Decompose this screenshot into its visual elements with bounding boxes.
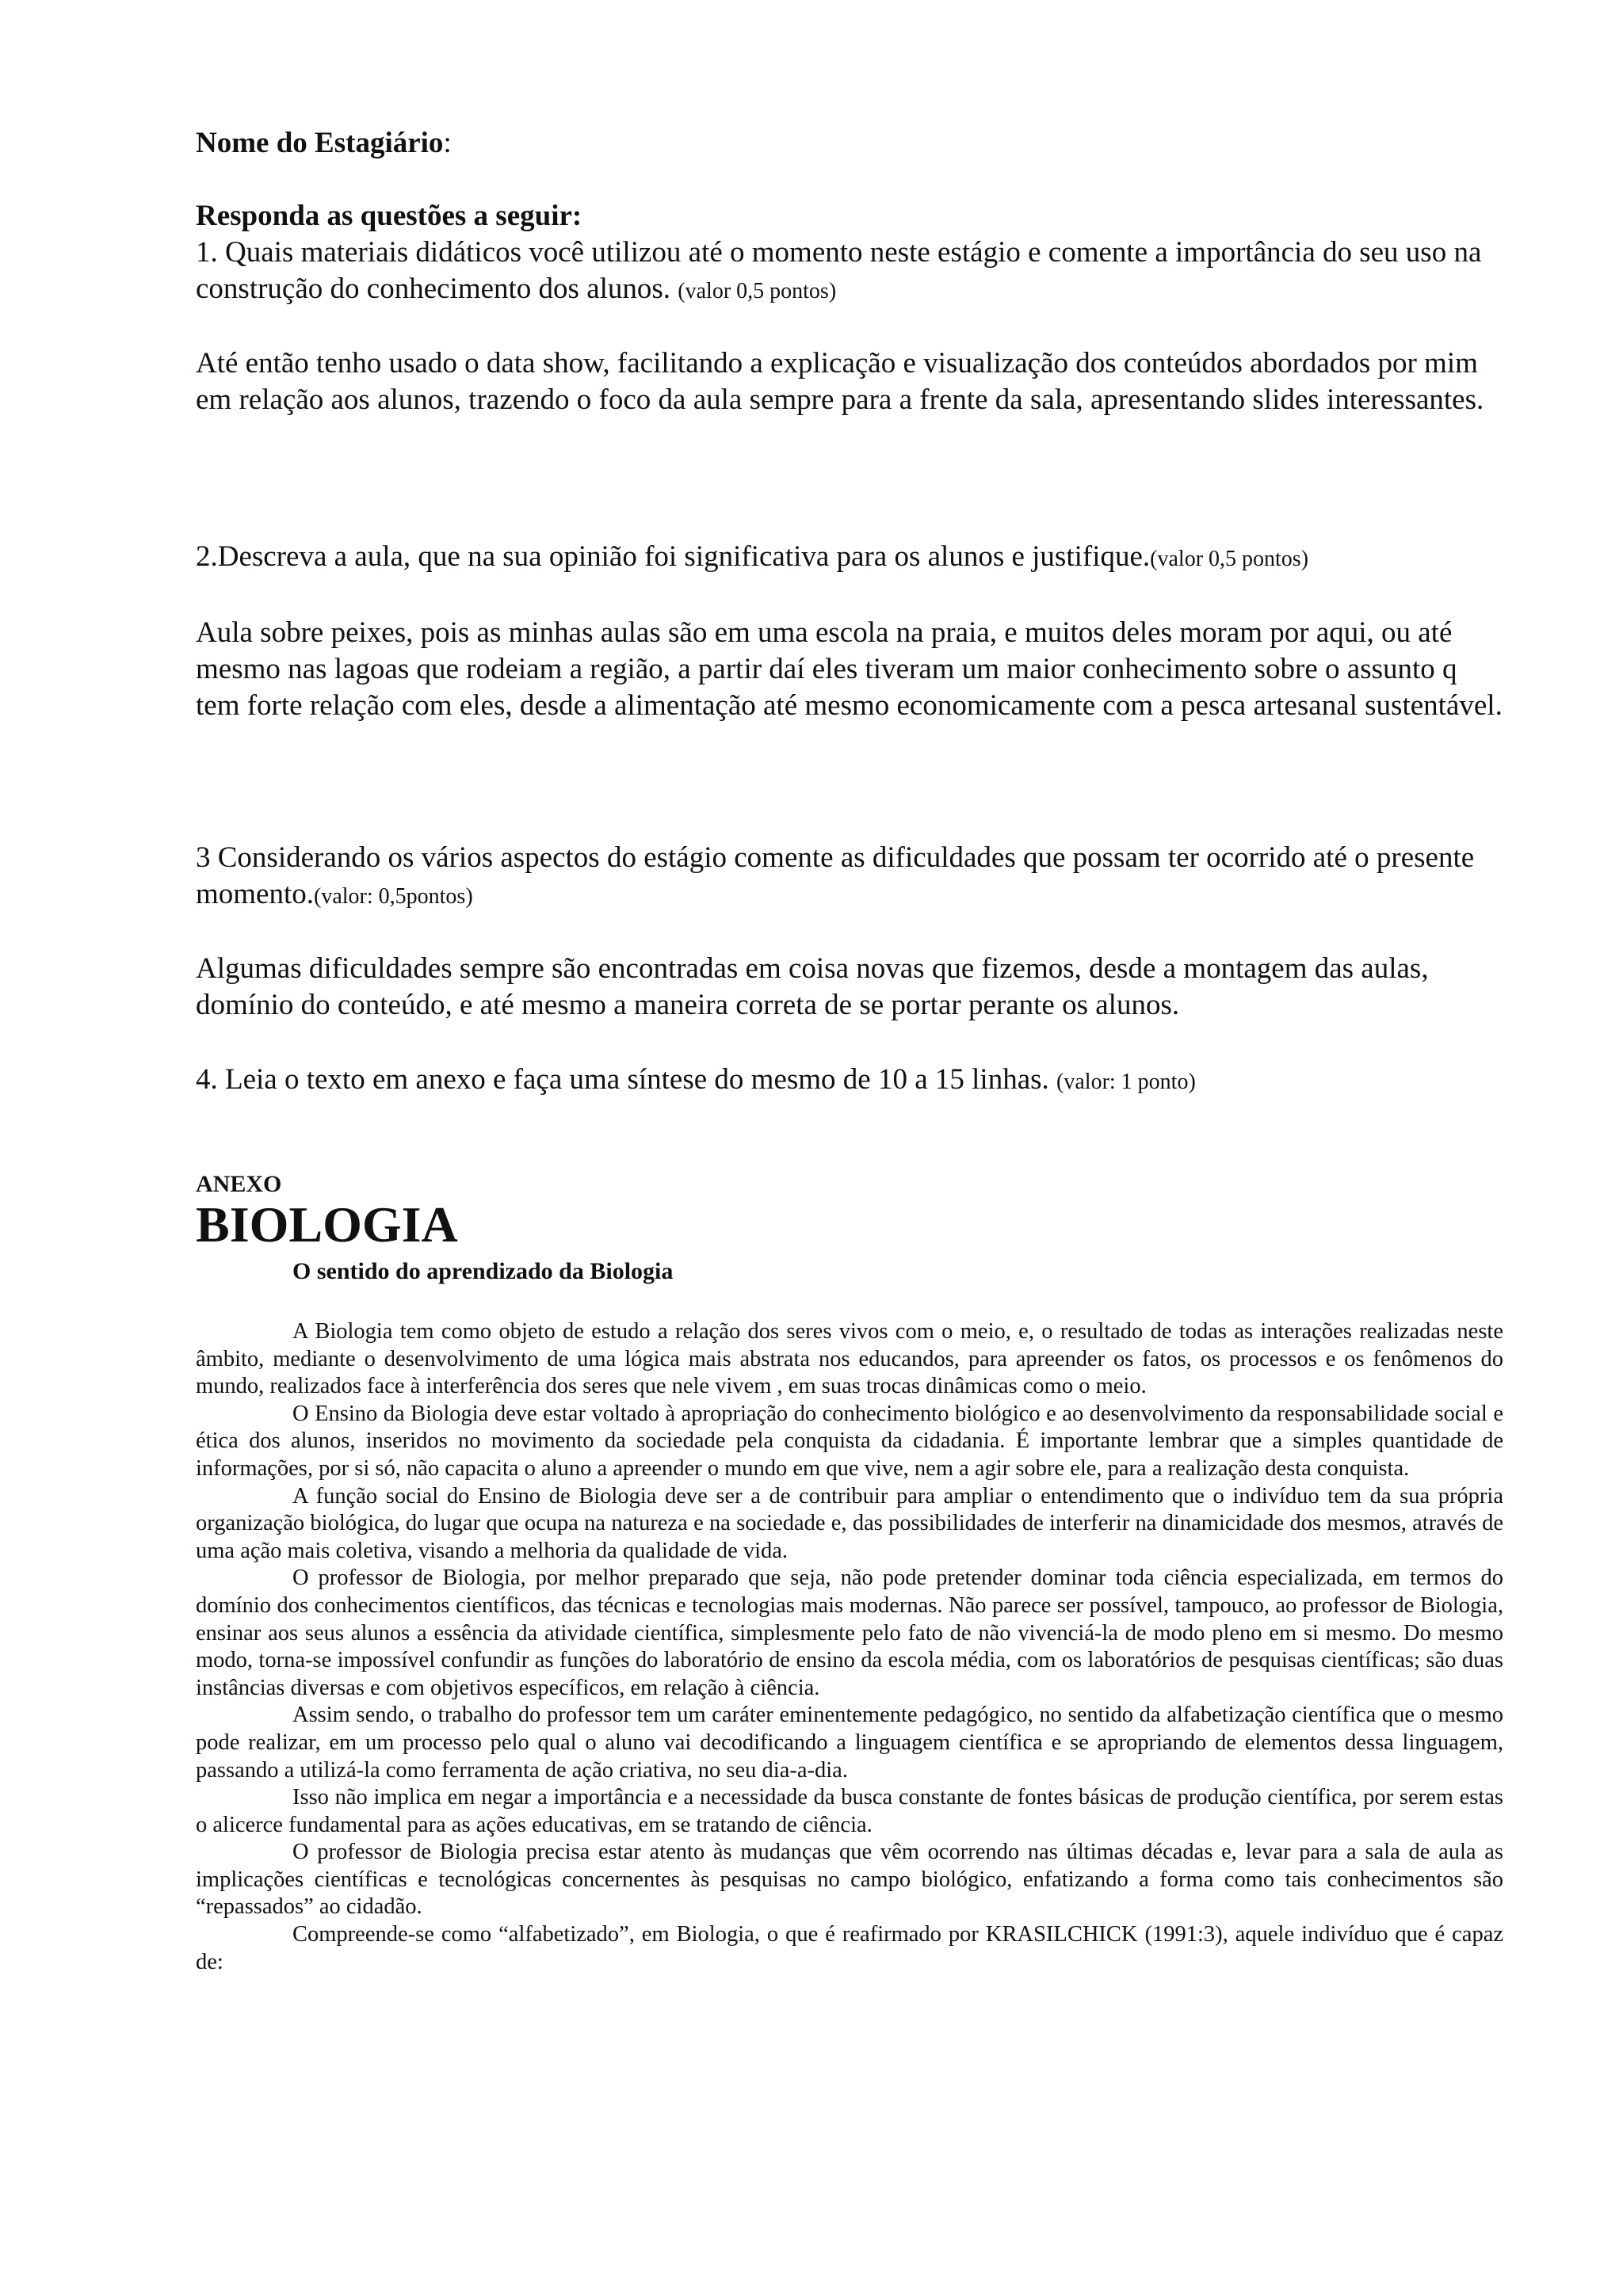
question-4-value: (valor: 1 ponto) xyxy=(1056,1070,1196,1094)
question-4 xyxy=(196,1062,1503,1100)
answer-1-text: Até então tenho usado o data show, facilitando a explicação e visualização dos conteúdos abordados por mim em relação aos alunos, trazendo o foco da aula sempre para a frente da sala, apresentando slides interessantes. xyxy=(196,347,1484,416)
question-2-value: (valor 0,5 pontos) xyxy=(1150,547,1309,571)
student-name-label: Nome do Estagiário xyxy=(196,127,444,159)
annex-paragraph: O professor de Biologia precisa estar atento às mudanças que vêm ocorrendo nas últimas décadas e, levar para a sala de aula as implicações científicas e tecnológicas concernentes às pesquisas no campo biológico, enfatizando a forma como tais conhecimentos são “repassados” ao cidadão. xyxy=(196,1840,1503,1920)
question-1-text: 1. Quais materiais didáticos você utilizou até o momento neste estágio e comente a importância do seu uso na construção do conhecimento dos alunos. xyxy=(196,236,1482,305)
question-1 xyxy=(196,235,1503,310)
question-4-text: 4. Leia o texto em anexo e faça uma síntese do mesmo de 10 a 15 linhas. xyxy=(196,1063,1049,1096)
question-2 xyxy=(196,539,1503,578)
annex-label: ANEXO xyxy=(196,1171,282,1197)
question-1-value: (valor 0,5 pontos) xyxy=(678,279,837,303)
student-name-colon: : xyxy=(443,127,452,159)
annex-subtitle: O sentido do aprendizado da Biologia xyxy=(292,1258,674,1284)
instructions-heading: Responda as questões a seguir: xyxy=(196,200,582,232)
answer-2-text: Aula sobre peixes, pois as minhas aulas são em uma escola na praia, e muitos deles moram por aqui, ou até mesmo nas lagoas que rodeiam a região, a partir daí eles tiveram um maior conhecimento sobre o assunto q tem forte relação com eles, desde a alimentação até mesmo economicamente com a pesca artesanal sustentável. xyxy=(196,616,1503,722)
answer-3-text: Algumas dificuldades sempre são encontradas em coisa novas que fizemos, desde a montagem das aulas, domínio do conteúdo, e até mesmo a maneira correta de se portar perante os alunos. xyxy=(196,952,1429,1021)
answer-2 xyxy=(196,615,1503,724)
annex-paragraph: A Biologia tem como objeto de estudo a relação dos seres vivos com o meio, e, o resultado de todas as interações realizadas neste âmbito, mediante o desenvolvimento de uma lógica mais abstrata nos educandos, para apreender os fatos, os processos e os fenômenos do mundo, realizados face à interferência dos seres que nele vivem , em suas trocas dinâmicas como o meio. xyxy=(196,1319,1503,1399)
annex-title: BIOLOGIA xyxy=(196,1196,458,1253)
annex-paragraph: O professor de Biologia, por melhor preparado que seja, não pode pretender dominar toda ciência especializada, em termos do domínio dos conhecimentos científicos, das técnicas e tecnologias mais modernas. Não parece ser possível, tampouco, ao professor de Biologia, ensinar aos seus alunos a essência da atividade científica, simplesmente pelo fato de não vivenciá-la de modo pleno em si mesmo. Do mesmo modo, torna-se impossível confundir as funções do laboratório de ensino da escola média, com os laboratórios de pesquisas científicas; são duas instâncias diversas e com objetivos específicos, em relação à ciência. xyxy=(196,1566,1503,1700)
annex-paragraph: O Ensino da Biologia deve estar voltado à apropriação do conhecimento biológico e ao desenvolvimento da responsabilidade social e ética dos alunos, inseridos no movimento da sociedade pela conquista da cidadania. É importante lembrar que a simples quantidade de informações, por si só, não capacita o aluno a apreender o mundo em que vive, nem a agir sobre ele, para a realização desta conquista. xyxy=(196,1401,1503,1481)
annex-paragraph: Compreende-se como “alfabetizado”, em Biologia, o que é reafirmado por KRASILCHICK (1991:3), aquele indivíduo que é capaz de: xyxy=(196,1922,1503,1974)
question-3-text: 3 Considerando os vários aspectos do estágio comente as dificuldades que possam ter ocorrido até o presente momento. xyxy=(196,841,1475,910)
student-name-line xyxy=(196,125,452,162)
question-3-value: (valor: 0,5pontos) xyxy=(314,884,473,909)
annex-paragraph: Isso não implica em negar a importância e a necessidade da busca constante de fontes básicas de produção científica, por serem estas o alicerce fundamental para as ações educativas, em se tratando de ciência. xyxy=(196,1785,1503,1837)
answer-3 xyxy=(196,951,1503,1024)
question-3 xyxy=(196,840,1503,915)
question-2-text: 2.Descreva a aula, que na sua opinião foi significativa para os alunos e justifique. xyxy=(196,540,1151,573)
annex-paragraph: Assim sendo, o trabalho do professor tem um caráter eminentemente pedagógico, no sentido da alfabetização científica que o mesmo pode realizar, em um processo pelo qual o aluno vai decodificando a linguagem científica e se apropriando de elementos dessa linguagem, passando a utilizá-la como ferramenta de ação criativa, no seu dia-a-dia. xyxy=(196,1703,1503,1783)
annex-body xyxy=(196,1318,1503,1976)
annex-paragraph: A função social do Ensino de Biologia deve ser a de contribuir para ampliar o entendimento que o indivíduo tem da sua própria organização biológica, do lugar que ocupa na natureza e na sociedade e, das possibilidades de interferir na dinamicidade dos mesmos, através de uma ação mais coletiva, visando a melhoria da qualidade de vida. xyxy=(196,1483,1503,1563)
answer-1 xyxy=(196,345,1503,418)
